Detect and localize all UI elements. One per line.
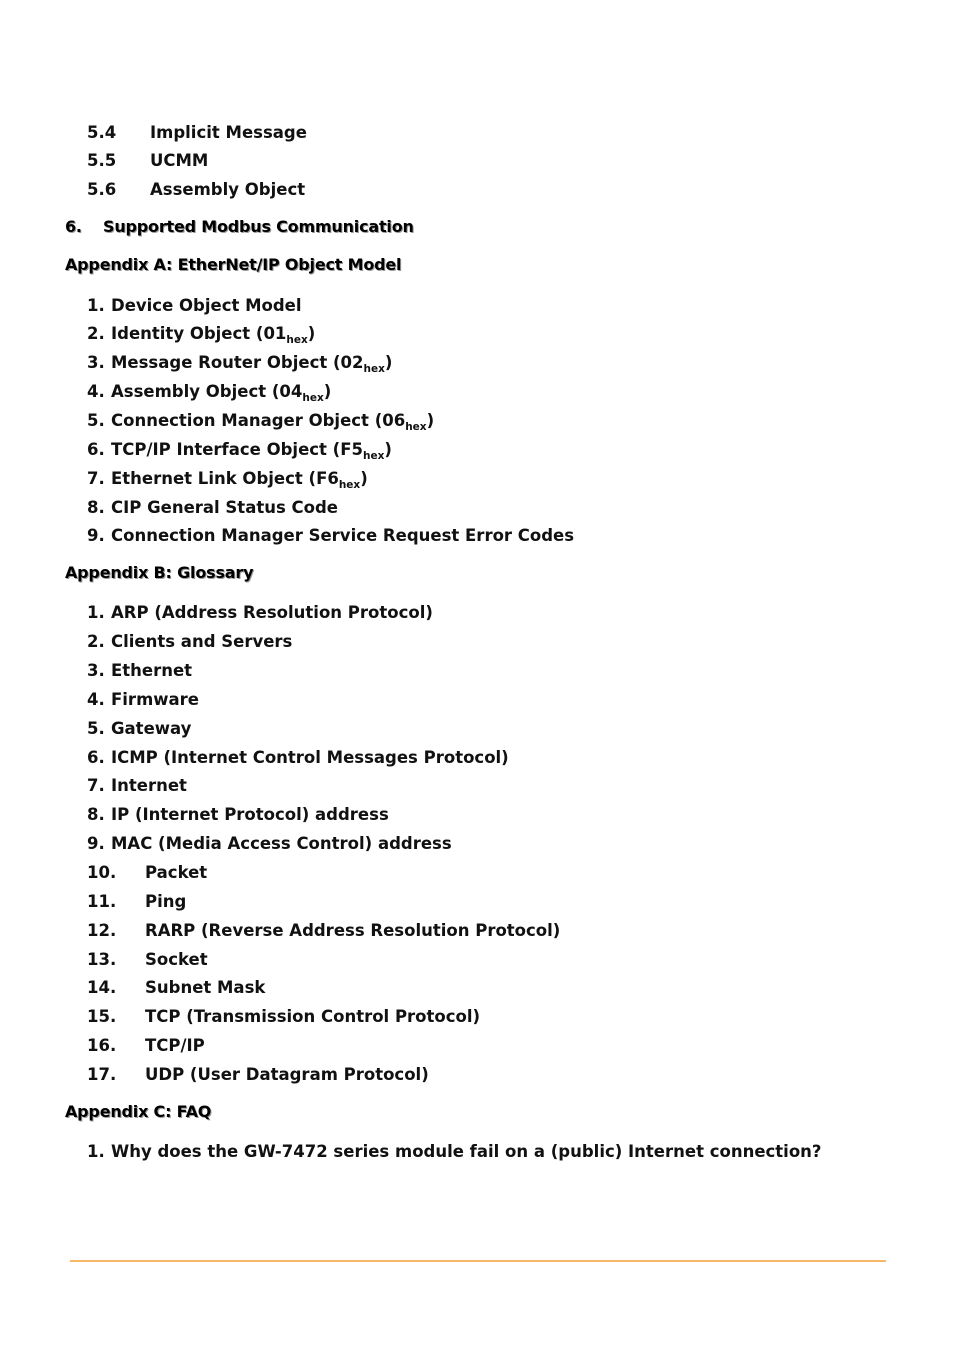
- item-title: TCP/IP: [145, 1036, 205, 1055]
- item-number: 2.: [87, 324, 105, 343]
- appendix-a-item[interactable]: [87, 498, 338, 518]
- section-title: Supported Modbus Communication: [103, 217, 414, 236]
- appendix-a-item[interactable]: [87, 296, 302, 316]
- appendix-a-item[interactable]: [87, 526, 574, 546]
- glossary-item[interactable]: [87, 1036, 205, 1056]
- item-number: 4.: [87, 690, 105, 709]
- section-number: 6.: [65, 217, 82, 236]
- item-number: 1.: [87, 296, 105, 315]
- glossary-item[interactable]: [87, 776, 187, 796]
- faq-item[interactable]: [87, 1142, 821, 1162]
- glossary-item[interactable]: [87, 661, 192, 681]
- item-title: Clients and Servers: [111, 632, 293, 651]
- item-title: Ethernet Link Object (F6: [111, 469, 339, 488]
- item-title-tail: ): [323, 382, 332, 401]
- item-title: Message Router Object (02: [111, 353, 364, 372]
- appendix-c-heading[interactable]: Appendix C: FAQ: [65, 1102, 212, 1121]
- toc-entry-number: 5.6: [87, 180, 117, 199]
- appendix-a-heading[interactable]: Appendix A: EtherNet/IP Object Model: [65, 255, 402, 274]
- toc-entry-5-6[interactable]: [87, 180, 305, 200]
- item-number: 4.: [87, 382, 105, 401]
- item-number: 10.: [87, 863, 117, 882]
- hex-subscript: hex: [286, 334, 308, 346]
- item-number: 7.: [87, 469, 105, 488]
- item-number: 11.: [87, 892, 117, 911]
- item-number: 17.: [87, 1065, 117, 1084]
- appendix-a-item[interactable]: [87, 324, 315, 344]
- item-title: Firmware: [111, 690, 199, 709]
- appendix-a-item[interactable]: [87, 382, 331, 402]
- item-title: CIP General Status Code: [111, 498, 338, 517]
- glossary-item[interactable]: [87, 1065, 429, 1085]
- footer-divider: [70, 1260, 886, 1262]
- item-number: 13.: [87, 950, 117, 969]
- item-title-tail: ): [307, 324, 316, 343]
- item-title: UDP (User Datagram Protocol): [145, 1065, 429, 1084]
- glossary-item[interactable]: [87, 690, 199, 710]
- hex-subscript: hex: [405, 421, 427, 433]
- toc-entry-title: UCMM: [150, 151, 209, 170]
- item-title: Ethernet: [111, 661, 193, 680]
- glossary-item[interactable]: [87, 603, 433, 623]
- item-number: 6.: [87, 748, 105, 767]
- glossary-item[interactable]: [87, 719, 191, 739]
- item-number: 9.: [87, 834, 105, 853]
- item-number: 5.: [87, 719, 105, 738]
- item-title-tail: ): [384, 440, 392, 459]
- item-number: 3.: [87, 661, 105, 680]
- glossary-item[interactable]: [87, 921, 560, 941]
- toc-entry-number: 5.4: [87, 123, 117, 142]
- toc-entry-5-5[interactable]: [87, 151, 208, 171]
- item-title: Assembly Object (04: [111, 382, 303, 401]
- hex-subscript: hex: [338, 479, 361, 491]
- toc-entry-5-4[interactable]: [87, 123, 307, 143]
- item-number: 6.: [87, 440, 105, 459]
- item-title: Subnet Mask: [145, 978, 266, 997]
- item-number: 16.: [87, 1036, 117, 1055]
- item-title: RARP (Reverse Address Resolution Protocol): [145, 921, 561, 940]
- item-title: Gateway: [111, 719, 192, 738]
- item-title: ARP (Address Resolution Protocol): [111, 603, 433, 622]
- item-number: 1.: [87, 1142, 105, 1161]
- appendix-a-item[interactable]: [87, 353, 392, 373]
- item-number: 5.: [87, 411, 105, 430]
- item-title-tail: ): [384, 353, 393, 372]
- item-title: IP (Internet Protocol) address: [111, 805, 389, 824]
- appendix-b-heading[interactable]: Appendix B: Glossary: [65, 563, 254, 582]
- item-title: Internet: [111, 776, 187, 795]
- toc-entry-title: Assembly Object: [150, 180, 306, 199]
- appendix-a-item[interactable]: [87, 469, 368, 489]
- item-number: 14.: [87, 978, 117, 997]
- item-title: TCP/IP Interface Object (F5: [111, 440, 363, 459]
- item-number: 3.: [87, 353, 105, 372]
- glossary-item[interactable]: [87, 950, 208, 970]
- hex-subscript: hex: [302, 392, 324, 404]
- item-title: Device Object Model: [111, 296, 302, 315]
- item-title: Socket: [145, 950, 208, 969]
- item-title: ICMP (Internet Control Messages Protocol): [111, 748, 509, 767]
- glossary-item[interactable]: [87, 863, 207, 883]
- hex-subscript: hex: [363, 363, 385, 375]
- item-title: Ping: [145, 892, 187, 911]
- item-title: Connection Manager Object (06: [111, 411, 406, 430]
- item-number: 8.: [87, 805, 105, 824]
- toc-entry-title: Implicit Message: [150, 123, 307, 142]
- toc-entry-number: 5.5: [87, 151, 117, 170]
- glossary-item[interactable]: [87, 834, 452, 854]
- item-title-tail: ): [426, 411, 435, 430]
- item-number: 9.: [87, 526, 105, 545]
- section-heading-6[interactable]: [65, 217, 414, 237]
- item-title: Packet: [145, 863, 208, 882]
- glossary-item[interactable]: [87, 892, 186, 912]
- glossary-item[interactable]: [87, 632, 292, 652]
- hex-subscript: hex: [362, 450, 385, 462]
- appendix-a-item[interactable]: [87, 411, 434, 431]
- appendix-a-item[interactable]: [87, 440, 392, 460]
- item-number: 2.: [87, 632, 105, 651]
- item-title: Why does the GW-7472 series module fail on a (public) Internet connection?: [111, 1142, 822, 1161]
- item-title: Connection Manager Service Request Error Codes: [111, 526, 575, 545]
- item-number: 1.: [87, 603, 105, 622]
- item-number: 12.: [87, 921, 117, 940]
- item-number: 8.: [87, 498, 105, 517]
- glossary-item[interactable]: [87, 1007, 480, 1027]
- item-number: 7.: [87, 776, 105, 795]
- glossary-item[interactable]: [87, 978, 265, 998]
- item-title: MAC (Media Access Control) address: [111, 834, 452, 853]
- item-title-tail: ): [360, 469, 368, 488]
- item-title: Identity Object (01: [111, 324, 287, 343]
- glossary-item[interactable]: [87, 805, 389, 825]
- glossary-item[interactable]: [87, 748, 509, 768]
- item-number: 15.: [87, 1007, 117, 1026]
- item-title: TCP (Transmission Control Protocol): [145, 1007, 481, 1026]
